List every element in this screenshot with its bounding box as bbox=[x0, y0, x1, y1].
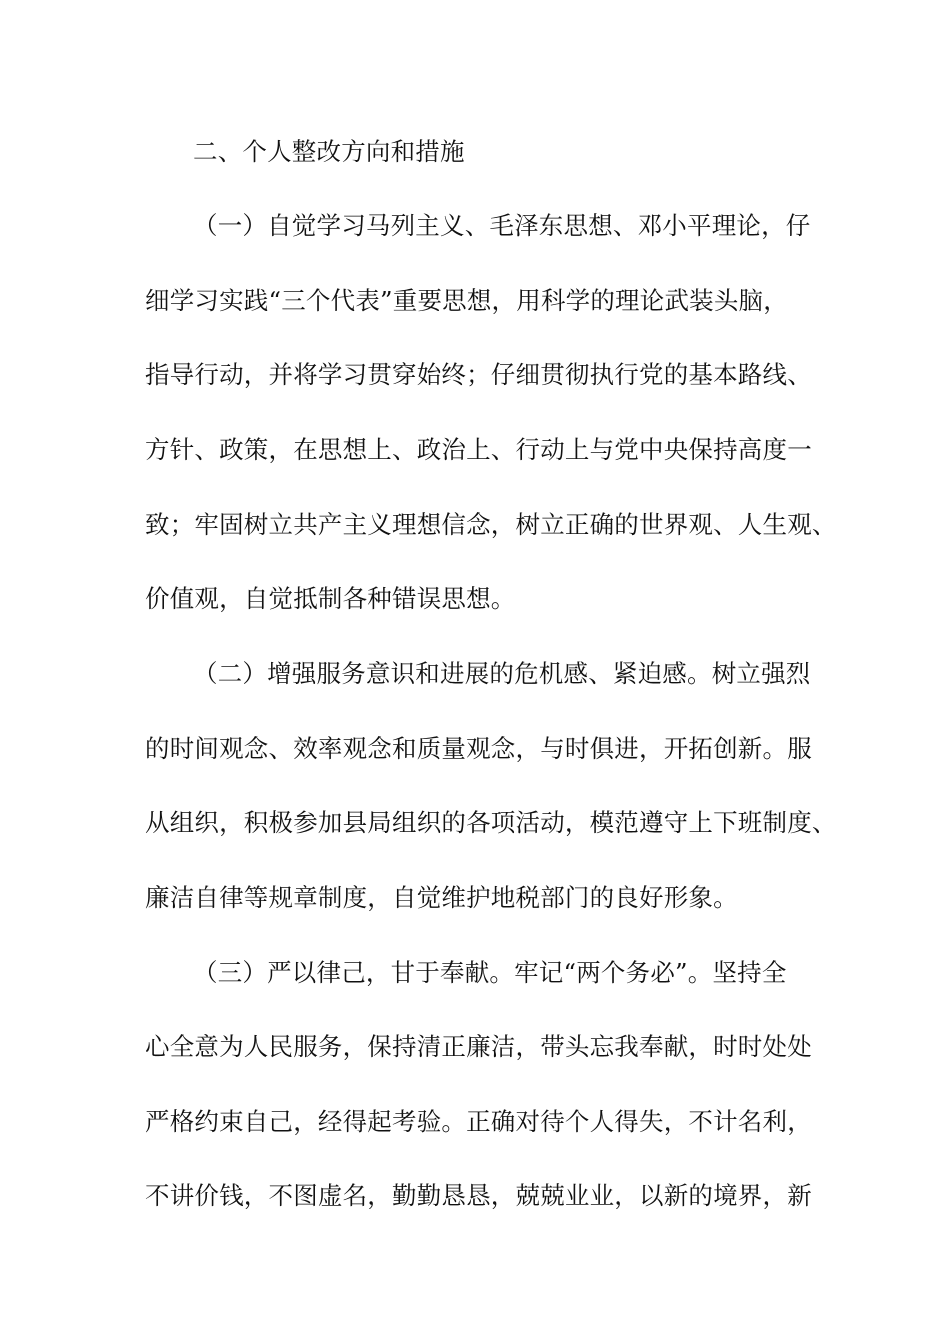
paragraph-1-line-4: 方针、政策，在思想上、政治上、行动上与党中央保持高度一 bbox=[145, 435, 812, 464]
paragraph-1-line-1: （一）自觉学习马列主义、毛泽东思想、邓小平理论，仔 bbox=[193, 211, 811, 240]
paragraph-2-line-3: 从组织，积极参加县局组织的各项活动，模范遵守上下班制度、 bbox=[145, 808, 837, 837]
paragraph-3-line-3: 严格约束自己，经得起考验。正确对待个人得失，不计名利， bbox=[145, 1107, 812, 1136]
paragraph-3-line-1: （三）严以律己，甘于奉献。牢记“两个务必”。坚持全 bbox=[193, 958, 787, 987]
section-heading: 二、个人整改方向和措施 bbox=[193, 137, 465, 166]
paragraph-1-line-2: 细学习实践“三个代表”重要思想，用科学的理论武装头脑， bbox=[145, 286, 788, 315]
paragraph-3-line-4: 不讲价钱，不图虚名，勤勤恳恳，兢兢业业，以新的境界，新 bbox=[145, 1181, 812, 1210]
paragraph-1-line-5: 致；牢固树立共产主义理想信念，树立正确的世界观、人生观、 bbox=[145, 510, 837, 539]
paragraph-1-line-3: 指导行动，并将学习贯穿始终；仔细贯彻执行党的基本路线、 bbox=[145, 360, 812, 389]
paragraph-2-line-1: （二）增强服务意识和进展的危机感、紧迫感。树立强烈 bbox=[193, 659, 811, 688]
paragraph-3-line-2: 心全意为人民服务，保持清正廉洁，带头忘我奉献，时时处处 bbox=[145, 1032, 812, 1061]
paragraph-1-line-6: 价值观，自觉抵制各种错误思想。 bbox=[145, 584, 516, 613]
paragraph-2-line-2: 的时间观念、效率观念和质量观念，与时俱进，开拓创新。服 bbox=[145, 734, 812, 763]
paragraph-2-line-4: 廉洁自律等规章制度，自觉维护地税部门的良好形象。 bbox=[145, 883, 738, 912]
